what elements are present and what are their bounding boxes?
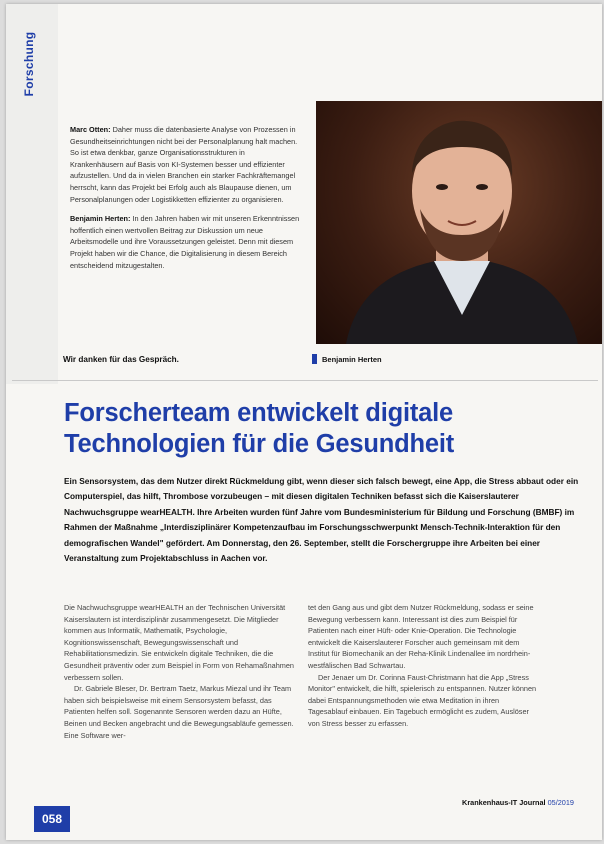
portrait-illustration: [316, 101, 602, 344]
interview-text: In den Jahren haben wir mit unseren Erkenntnissen hoffentlich einen wertvollen Beitrag zur Diskussion um neue Arbeitsmodelle und ihre Voraussetzungen geleistet. Denn mit diesem Projekt haben wir die Chance, die Digitalisierung in diesem Bereich entscheidend mitzugestalten.: [70, 214, 300, 270]
interview-text: Und da in vielen Branchen ein starker Fachkräftemangel herrscht, kann das Projekt bei Erfolg auch als Blaupause dienen, um Personalplanungen oder Logistikketten effizienter zu organisieren.: [70, 171, 296, 204]
section-divider: [12, 380, 598, 381]
journal-footer: [462, 798, 574, 807]
photo-caption: [312, 354, 382, 364]
article-paragraph: Die Nachwuchsgruppe wearHEALTH an der Technischen Universität Kaiserslautern ist interdisziplinär zusammengesetzt. Die Mitglieder kommen aus Informatik, Mathematik, Psychologie, Kognitionswissenschaft, Bewegungswissenschaft und Rehabilitationsmedizin. Sie entwickeln digitale Techniken, die die Gesundheit präventiv oder zum Beispiel in Form von Rehamaßnahmen verbessern sollen.: [64, 603, 294, 682]
portrait-photo: [316, 101, 602, 344]
article-paragraph: Der Jenaer um Dr. Corinna Faust-Christmann hat die App „Stress Monitor" entwickelt, die hilft, spielerisch zu entspannen. Nutzer können dabei Entspannungsmethoden wie etwa Meditation in ihren Tagesablauf einbauen. Ein Tagebuch ermöglicht es zudem, Auslöser von Stress besser zu erfassen.: [308, 672, 537, 728]
interview-paragraph: [70, 213, 300, 271]
journal-issue: 05/2019: [547, 798, 574, 807]
headline-line: Technologien für die Gesundheit: [64, 430, 455, 458]
page-number: 058: [34, 806, 70, 832]
interview-block: [70, 124, 300, 279]
article-headline: [64, 398, 594, 460]
section-label: [14, 24, 44, 104]
interview-text: Daher muss die datenbasierte Analyse von Prozessen in Gesundheitseinrichtungen nicht bei der Personalplanung halt machen. So ist etwa denkbar, ganze Organisationsstrukturen in Krankenhäusern auf Basis von KI-Systemen besser und effizienter aufzustellen.: [70, 125, 298, 181]
article-column-right: [308, 602, 540, 730]
interview-closing: Wir danken für das Gespräch.: [63, 355, 179, 364]
caption-marker: [312, 354, 317, 364]
article-paragraph: tet den Gang aus und gibt dem Nutzer Rückmeldung, sodass er seine Bewegung verbessern kann. Interessant ist dies zum Beispiel für Patienten nach einer Hüft- oder Knie-Operation. Die Technologie entwickelt die Kaiserslauterer Forscher auch gemeinsam mit dem Institut für Biomechanik an der Reha-Klinik Lindenallee im nordrhein-westfälischen Bad Schwartau.: [308, 603, 534, 670]
headline-line: Forscherteam entwickelt digitale: [64, 399, 453, 427]
section-label-text: Forschung: [22, 31, 36, 97]
speaker-name: Benjamin Herten:: [70, 214, 131, 224]
magazine-page: [6, 4, 602, 840]
section-sidebar: [6, 4, 58, 384]
article-paragraph: Dr. Gabriele Bleser, Dr. Bertram Taetz, Markus Miezal und ihr Team haben sich beispielsweise mit einem Sensorsystem befasst, das Patienten helfen soll. Sogenannte Sensoren werden dazu an Hüfte, Beinen und Becken angebracht und die Bewegungsabläufe gemessen. Eine Software wer-: [64, 684, 294, 740]
article-lead: Ein Sensorsystem, das dem Nutzer direkt Rückmeldung gibt, wenn dieser sich falsch bewegt, eine App, die Stress abbaut oder ein Computerspiel, das hilft, Thrombose vorzubeugen – mit diesen digitalen Techniken befasst sich die Kaiserslauterer Nachwuchsgruppe wearHEALTH. Ihre Arbeiten wurden fünf Jahre vom Bundesministerium für Bildung und Forschung (BMBF) im Rahmen der Maßnahme „Interdisziplinärer Kompetenzaufbau im Forschungsschwerpunkt Mensch-Technik-Interaktion für den demografischen Wandel" gefördert. Am Donnerstag, den 26. September, stellt die Forschergruppe ihre Arbeiten bei einer Veranstaltung zum Projektabschluss in Aachen vor.: [64, 476, 579, 564]
article-column-left: [64, 602, 296, 741]
interview-paragraph: [70, 124, 300, 205]
speaker-name: Marc Otten:: [70, 125, 111, 134]
journal-name: Krankenhaus-IT Journal: [462, 798, 546, 807]
caption-text: Benjamin Herten: [322, 354, 382, 364]
